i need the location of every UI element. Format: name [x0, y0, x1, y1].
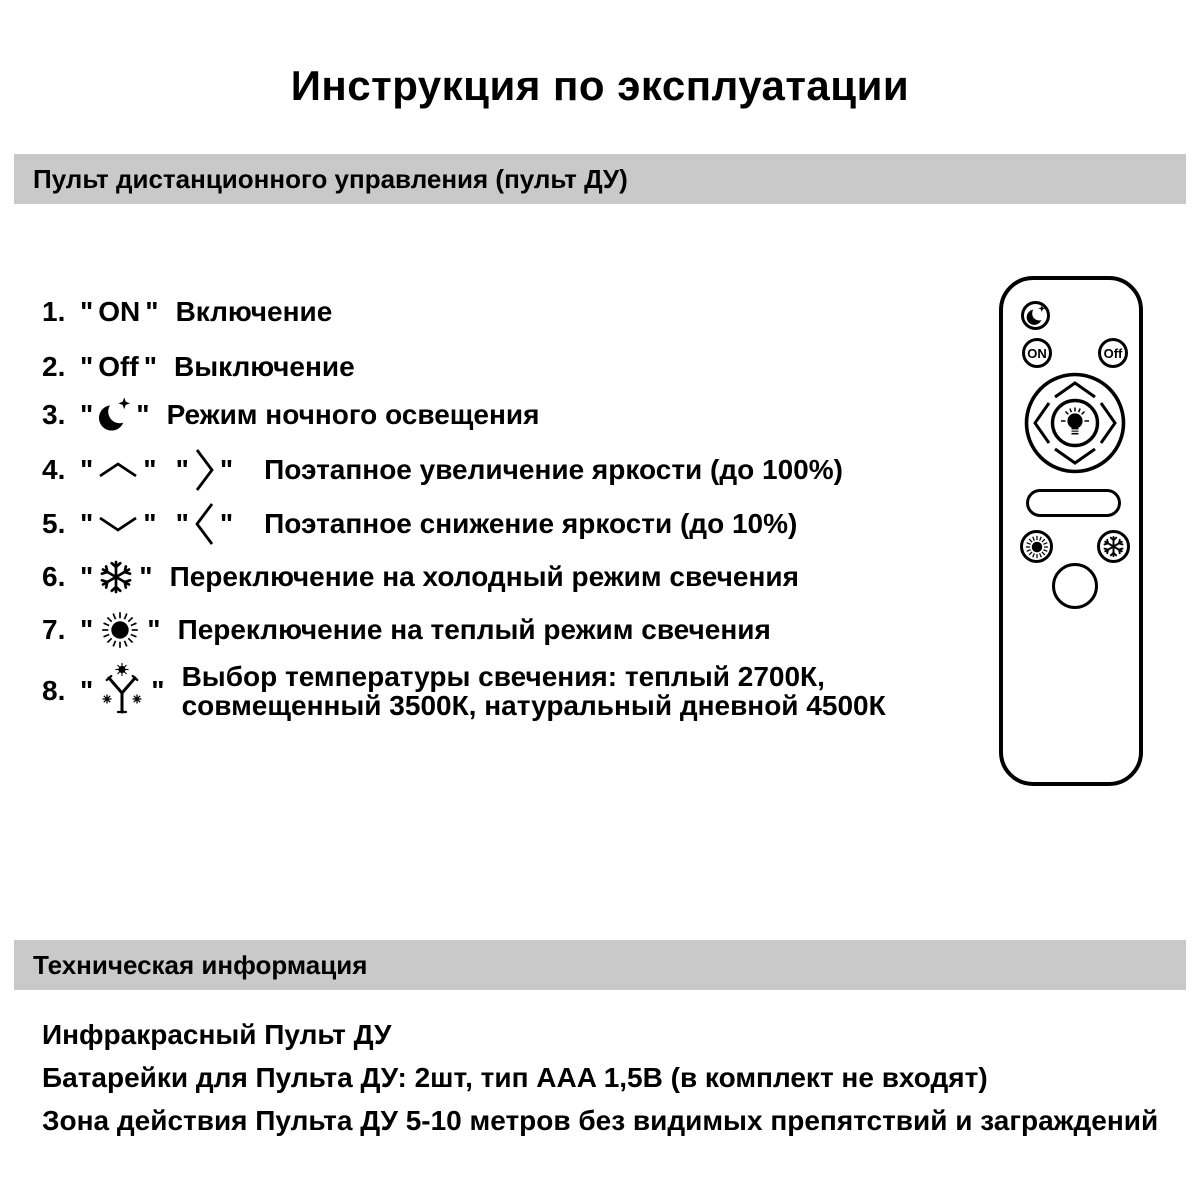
quote-mark: "	[143, 508, 157, 539]
item-description	[182, 662, 886, 720]
item-number: 8.	[42, 675, 66, 706]
item-number: 6.	[42, 561, 66, 592]
quote-mark: "	[143, 454, 157, 485]
sun-icon	[1024, 534, 1050, 560]
quote-mark: "	[139, 561, 153, 592]
quote-mark: "	[175, 454, 189, 485]
list-item-off	[42, 347, 355, 387]
remote-brightness-dpad	[1023, 371, 1127, 475]
quote-mark: "	[147, 614, 161, 645]
item-description: Поэтапное увеличение яркости (до 100%)	[264, 454, 843, 485]
item-description: Переключение на теплый режим свечения	[177, 614, 771, 645]
quote-mark: "	[219, 454, 234, 485]
quote-mark: "	[80, 454, 94, 485]
list-item-brightness-down	[42, 504, 797, 544]
quote-mark: "	[80, 675, 94, 706]
item-description-line1: Выбор температуры свечения: теплый 2700К,	[181, 661, 825, 692]
tech-info-line: Инфракрасный Пульт ДУ	[42, 1019, 392, 1050]
chevron-down-icon	[1055, 449, 1095, 463]
item-description: Поэтапное снижение яркости (до 10%)	[264, 508, 798, 539]
item-description: Режим ночного освещения	[166, 399, 540, 430]
quote-mark: "	[145, 296, 159, 327]
item-number: 3.	[42, 399, 66, 430]
chevron-right-icon	[194, 447, 215, 493]
list-item-on	[42, 292, 332, 332]
tech-info-line: Батарейки для Пульта ДУ: 2шт, тип AAA 1,5В (в комплект не входят)	[42, 1062, 988, 1093]
page-title: Инструкция по эксплуатации	[290, 62, 910, 109]
list-item-cold-mode	[42, 557, 799, 597]
item-number: 7.	[42, 614, 66, 645]
color-temperature-icon	[98, 662, 146, 716]
list-item-brightness-up	[42, 450, 843, 490]
sun-icon	[98, 608, 142, 652]
quote-mark: "	[80, 351, 94, 382]
item-number: 1.	[42, 296, 66, 327]
remote-on-button	[1022, 338, 1052, 368]
quote-mark: "	[143, 351, 157, 382]
item-description: Включение	[175, 296, 333, 327]
button-name-on: ON	[98, 296, 141, 327]
chevron-up-icon	[1055, 383, 1095, 397]
item-number: 2.	[42, 351, 66, 382]
quote-mark: "	[80, 614, 94, 645]
remote-control-diagram	[999, 276, 1143, 786]
quote-mark: "	[175, 508, 189, 539]
list-item-color-temperature	[42, 662, 886, 720]
remote-off-label: Off	[1103, 345, 1123, 361]
list-item-warm-mode	[42, 610, 771, 650]
list-item-night-mode	[42, 395, 539, 435]
remote-blank-round-button	[1052, 563, 1098, 609]
remote-cold-mode-button	[1097, 530, 1130, 563]
remote-blank-pill-button	[1026, 489, 1121, 517]
remote-on-label: ON	[1027, 345, 1047, 361]
quote-mark: "	[80, 399, 94, 430]
remote-warm-mode-button	[1020, 530, 1053, 563]
remote-off-button	[1098, 338, 1128, 368]
item-number: 4.	[42, 454, 66, 485]
quote-mark: "	[80, 296, 94, 327]
tech-info-line: Зона действия Пульта ДУ 5-10 метров без видимых препятствий и заграждений	[42, 1105, 1159, 1136]
chevron-left-icon	[194, 501, 215, 547]
item-description: Переключение на холодный режим свечения	[169, 561, 799, 592]
quote-mark: "	[136, 399, 150, 430]
chevron-right-icon	[1101, 403, 1115, 443]
quote-mark: "	[219, 508, 234, 539]
chevron-left-icon	[1035, 403, 1049, 443]
quote-mark: "	[151, 675, 165, 706]
chevron-down-icon	[98, 515, 138, 533]
snowflake-icon	[1102, 535, 1125, 558]
snowflake-icon	[98, 559, 134, 595]
item-number: 5.	[42, 508, 66, 539]
section-header-tech-label: Техническая информация	[33, 950, 368, 980]
remote-night-mode-button	[1021, 301, 1050, 330]
button-name-off: Off	[98, 351, 139, 382]
crescent-moon-icon	[98, 397, 131, 433]
crescent-moon-icon	[1026, 305, 1046, 326]
section-header-remote	[14, 154, 1186, 204]
chevron-up-icon	[98, 461, 138, 479]
section-header-tech	[14, 940, 1186, 990]
item-description-line2: совмещенный 3500К, натуральный дневной 4500К	[181, 690, 886, 721]
quote-mark: "	[80, 561, 94, 592]
section-header-remote-label: Пульт дистанционного управления (пульт ДУ)	[33, 164, 628, 194]
item-description: Выключение	[174, 351, 355, 382]
quote-mark: "	[80, 508, 94, 539]
